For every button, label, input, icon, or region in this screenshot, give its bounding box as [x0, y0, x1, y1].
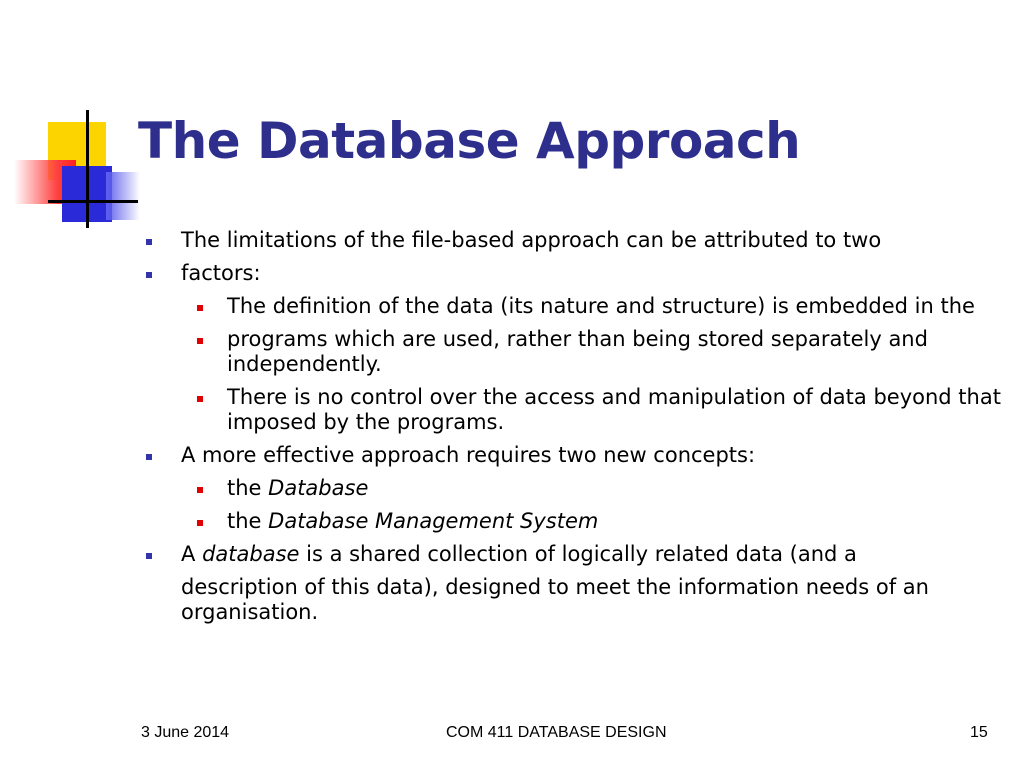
square-bullet-icon — [146, 239, 152, 245]
sub-bullet-item — [142, 294, 1002, 319]
bullet-text: factors: — [181, 261, 261, 285]
sub-bullet-item — [142, 509, 1002, 534]
square-bullet-icon — [146, 454, 152, 460]
term-database-definition: database — [202, 542, 300, 566]
bullet-text-continuation: description of this data), designed to meet the information needs of an organisation. — [181, 575, 929, 624]
slide-title: The Database Approach — [138, 112, 801, 170]
sub-bullet-text: programs which are used, rather than being stored separately and independently. — [227, 327, 928, 376]
sub-bullet-item — [142, 476, 1002, 501]
sub-bullet-text: There is no control over the access and manipulation of data beyond that imposed by the programs. — [227, 385, 1001, 434]
term-database: Database — [268, 476, 369, 500]
term-dbms: Database Management System — [268, 509, 599, 533]
square-bullet-icon — [146, 272, 152, 278]
decor-horizontal-line — [48, 200, 138, 203]
square-bullet-icon — [197, 396, 203, 402]
bullet-item — [142, 228, 1002, 253]
square-bullet-icon — [197, 305, 203, 311]
bullet-item — [142, 261, 1002, 286]
bullet-text: is a shared collection of logically related data (and a — [306, 542, 857, 566]
square-bullet-icon — [197, 338, 203, 344]
bullet-prefix: A — [181, 542, 196, 566]
bullet-item — [142, 443, 1002, 468]
slide-body — [142, 228, 1002, 625]
bullet-text: A more effective approach requires two new concepts: — [181, 443, 756, 467]
decor-vertical-line — [86, 110, 89, 228]
square-bullet-icon — [197, 520, 203, 526]
sub-bullet-text: The definition of the data (its nature and structure) is embedded in the — [227, 294, 975, 318]
sub-bullet-item — [142, 385, 1002, 435]
footer-course: COM 411 DATABASE DESIGN — [446, 724, 667, 741]
sub-bullet-prefix: the — [227, 476, 262, 500]
bullet-text: The limitations of the file-based approach can be attributed to two — [181, 228, 882, 252]
footer-page-number: 15 — [970, 724, 988, 741]
sub-bullet-prefix: the — [227, 509, 262, 533]
square-bullet-icon — [197, 487, 203, 493]
square-bullet-icon — [146, 553, 152, 559]
sub-bullet-item — [142, 327, 1002, 377]
decor-blue-glow — [106, 172, 140, 220]
bullet-item — [142, 542, 1002, 625]
footer-date: 3 June 2014 — [141, 724, 230, 741]
